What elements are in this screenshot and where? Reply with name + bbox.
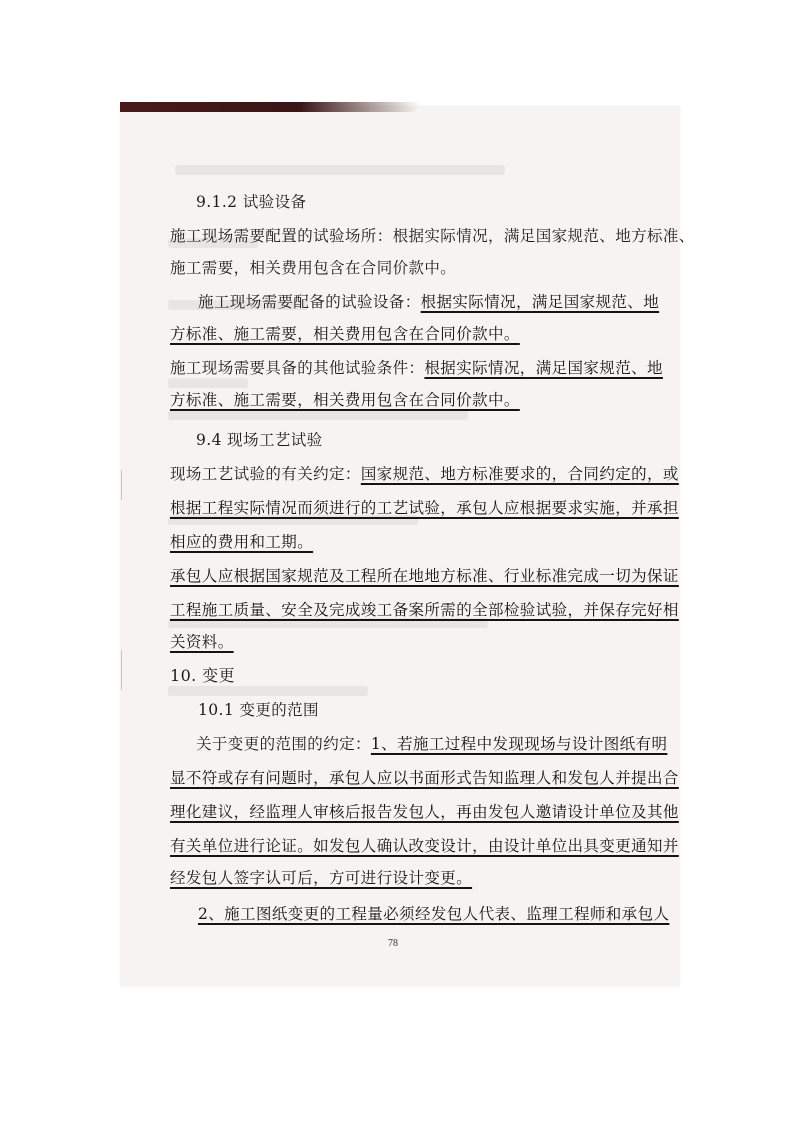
text-line (170, 464, 679, 484)
underlined-text: 国家规范、地方标准要求的，合同约定的，或 (360, 465, 679, 483)
bleed-through-mark (168, 410, 468, 420)
underlined-text-line: 方标准、施工需要，相关费用包含在合同价款中。 (170, 391, 520, 409)
text-line (198, 292, 659, 312)
underlined-text-line: 2、施工图纸变更的工程量必须经发包人代表、监理工程师和承包人 (198, 905, 670, 923)
section-heading-10-1: 10.1 变更的范围 (198, 701, 319, 719)
label-text: 施工现场需要具备的其他试验条件： (170, 359, 425, 377)
underlined-text-line: 相应的费用和工期。 (170, 533, 314, 551)
text-line (170, 358, 663, 378)
section-heading-9-4: 9.4 现场工艺试验 (196, 431, 323, 449)
underlined-text-line: 工程施工质量、安全及完成竣工备案所需的全部检验试验，并保存完好相 (170, 601, 679, 619)
underlined-text-line: 承包人应根据国家规范及工程所在地地方标准、行业标准完成一切为保证 (170, 567, 679, 585)
underlined-text-line: 显不符或存有问题时，承包人应以书面形式告知监理人和发包人并提出合 (170, 769, 679, 787)
bleed-through-mark (168, 378, 248, 388)
underlined-text: 根据实际情况，满足国家规范、地 (420, 293, 660, 311)
scan-edge-shadow (120, 102, 420, 112)
underlined-text-line: 有关单位进行论证。如发包人确认改变设计，由设计单位出具变更通知并 (170, 837, 679, 855)
section-heading-9-1-2: 9.1.2 试验设备 (196, 193, 307, 211)
underlined-text: 根据实际情况，满足国家规范、地 (424, 359, 663, 377)
underlined-text-line: 根据工程实际情况而须进行的工艺试验，承包人应根据要求实施，并承担 (170, 499, 679, 517)
label-text: 施工现场需要配备的试验设备： (198, 293, 421, 311)
bleed-through-mark (175, 165, 505, 175)
label-text: 现场工艺试验的有关约定： (170, 465, 361, 483)
bleed-through-mark (168, 686, 368, 696)
underlined-text: 1、若施工过程中发现现场与设计图纸有明 (370, 735, 668, 753)
text-line: 施工需要，相关费用包含在合同价款中。 (170, 259, 457, 277)
underlined-text-line: 经发包人签字认可后，方可进行设计变更。 (170, 869, 473, 887)
underlined-text-line: 方标准、施工需要，相关费用包含在合同价款中。 (170, 325, 520, 343)
underlined-text-line: 理化建议，经监理人审核后报告发包人，再由发包人邀请设计单位及其他 (170, 803, 679, 821)
section-heading-10: 10. 变更 (170, 666, 235, 685)
label-text: 关于变更的范围的约定： (196, 735, 371, 753)
underlined-text-line: 关资料。 (170, 633, 234, 651)
page-number: 78 (388, 938, 398, 949)
margin-mark (121, 650, 122, 690)
margin-mark (121, 470, 122, 500)
text-line (196, 734, 667, 754)
text-line: 施工现场需要配置的试验场所：根据实际情况，满足国家规范、地方标准、 (170, 227, 695, 245)
